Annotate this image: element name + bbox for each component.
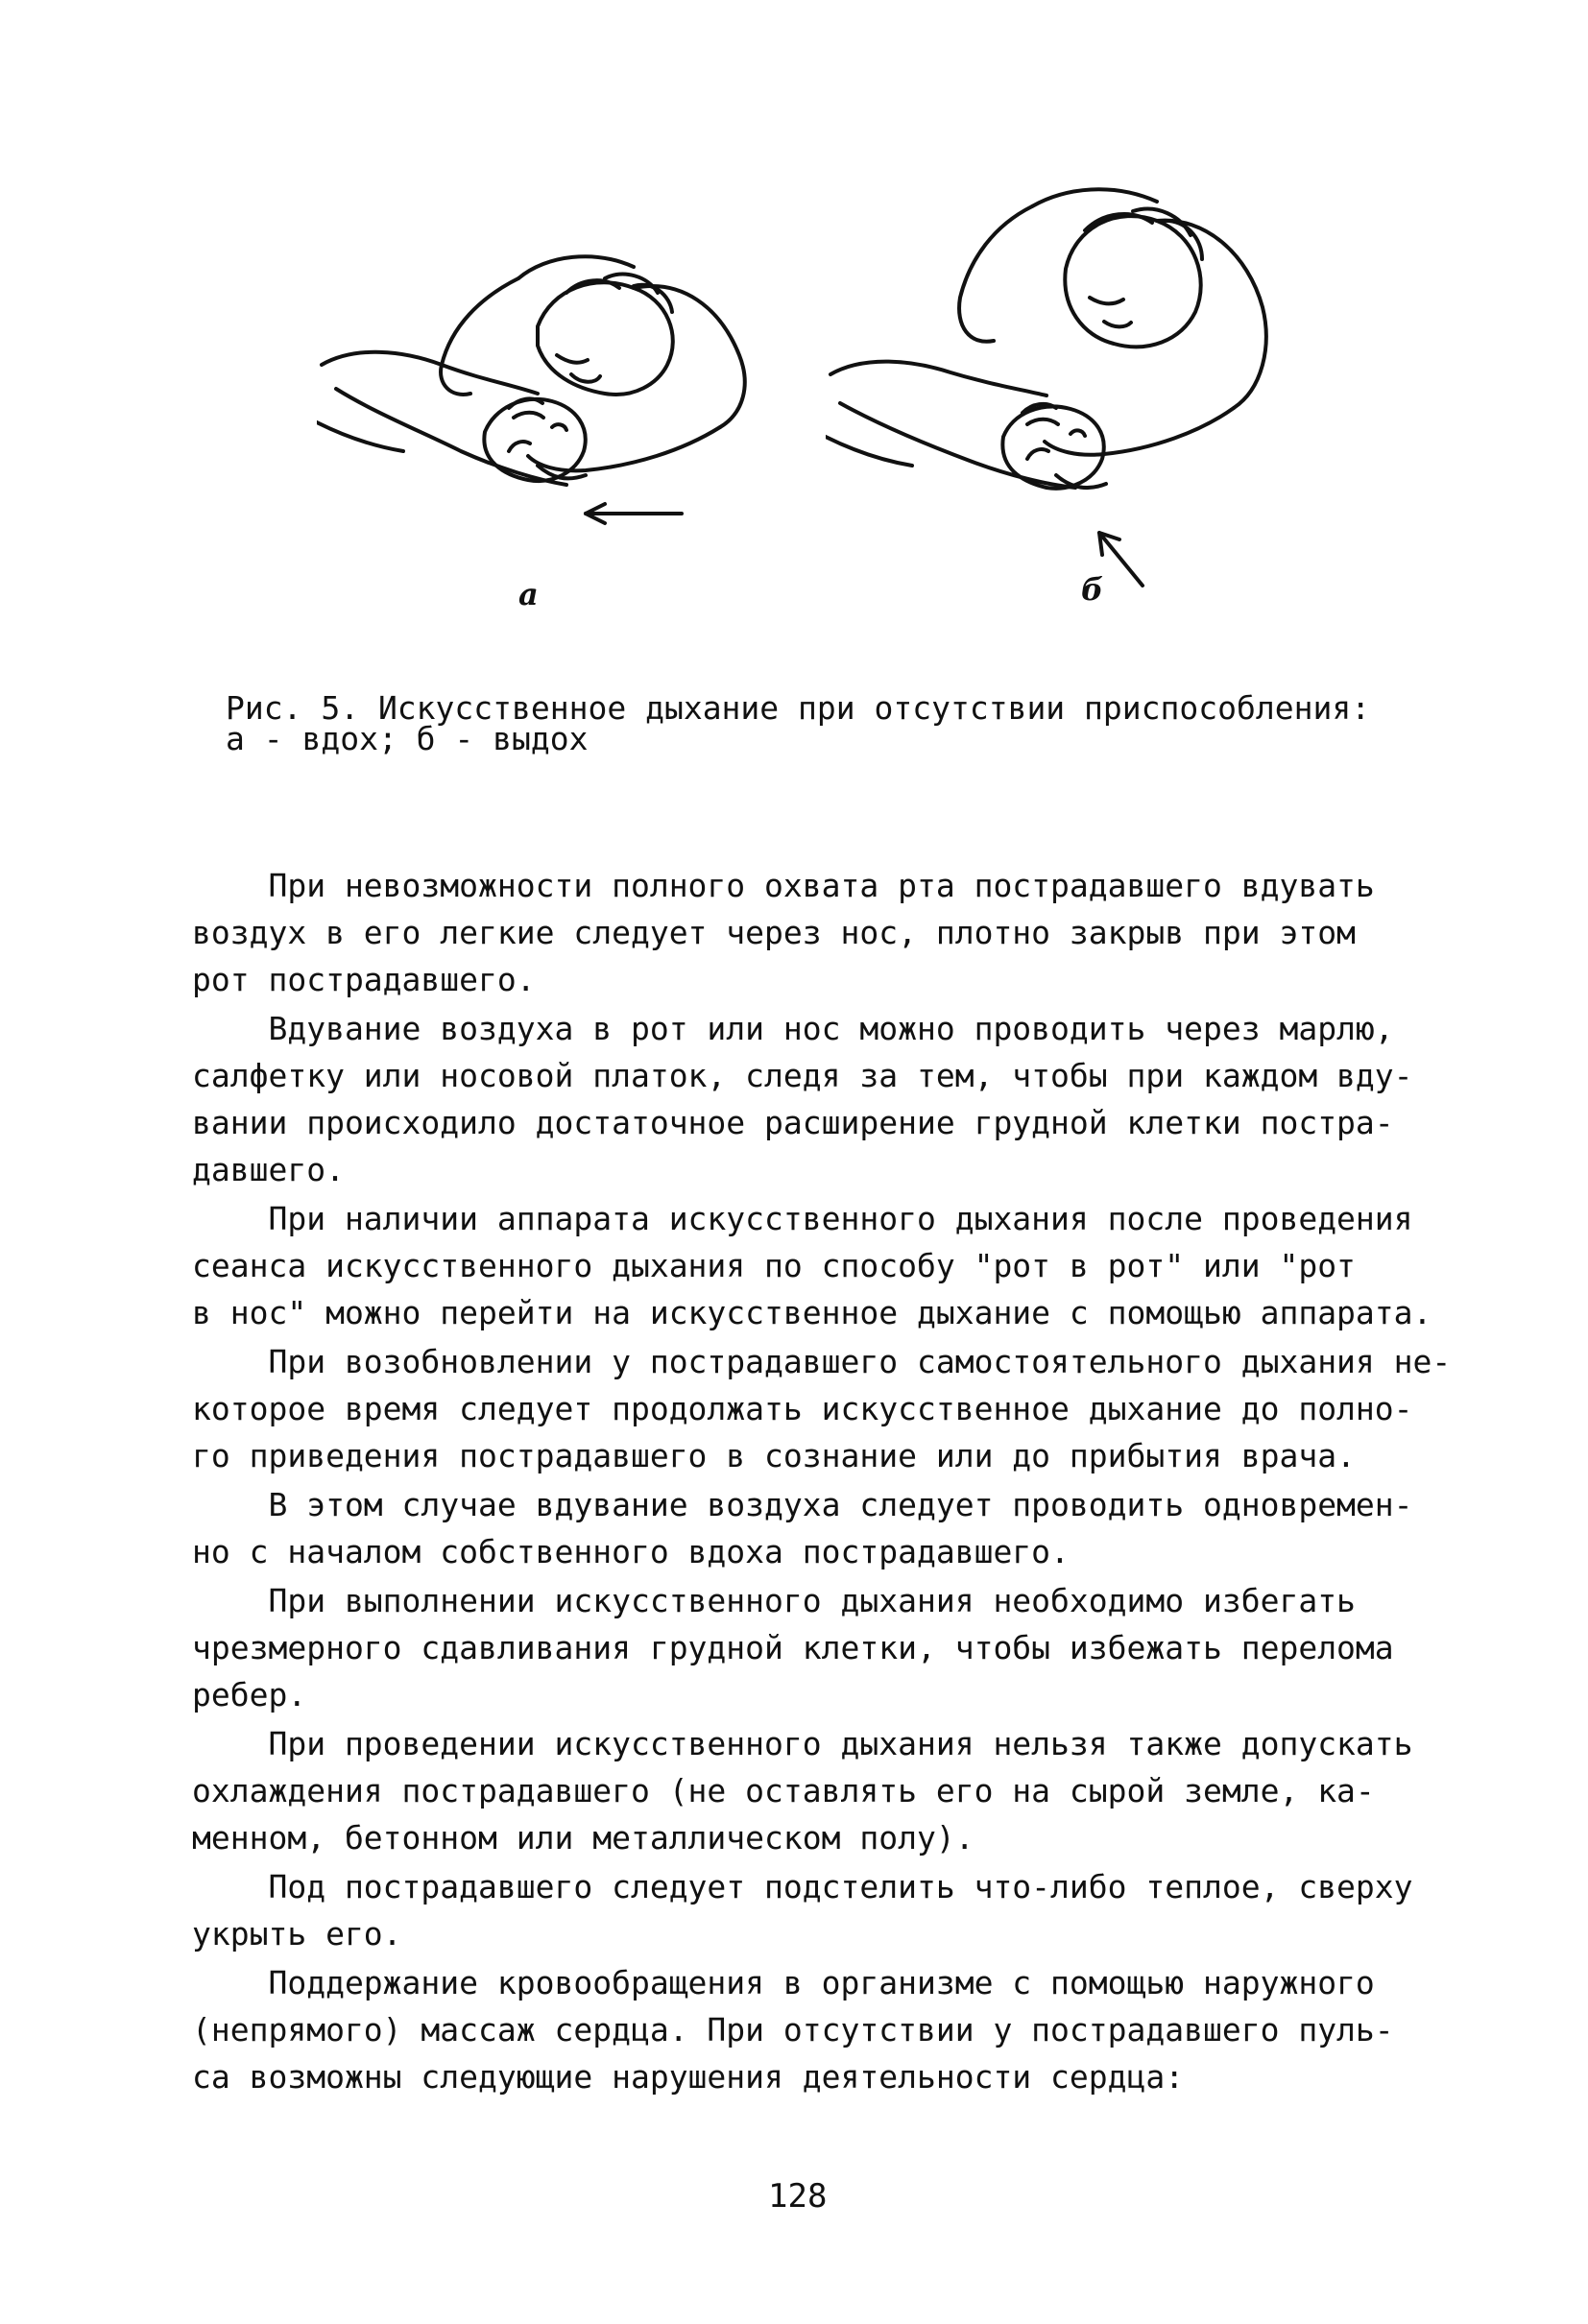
paragraph-line: менном, бетонном или металлическом полу).	[192, 1819, 974, 1857]
paragraph	[192, 1959, 1440, 2100]
paragraph-line: (непрямого) массаж сердца. При отсутствии у пострадавшего пуль-	[192, 2011, 1394, 2048]
body-text	[192, 862, 1452, 2102]
paragraph-line: са возможны следующие нарушения деятельности сердца:	[192, 2058, 1185, 2096]
paragraph-line: давшего.	[192, 1151, 345, 1188]
paragraph-line: но с началом собственного вдоха пострадавшего.	[192, 1533, 1070, 1570]
paragraph	[192, 1005, 1440, 1193]
paragraph-line: В этом случае вдувание воздуха следует проводить одновремен-	[192, 1486, 1413, 1523]
paragraph-line: Поддержание кровообращения в организме с помощью наружного	[192, 1964, 1375, 2001]
paragraph-line: Под пострадавшего следует подстелить что-либо теплое, сверху	[192, 1868, 1413, 1905]
page-number: 128	[768, 2177, 828, 2216]
paragraph-line: При возобновлении у пострадавшего самостоятельного дыхания не-	[192, 1343, 1452, 1380]
paragraph-line: в нос" можно перейти на искусственное дыхание с помощью аппарата.	[192, 1294, 1432, 1331]
paragraph-line: Вдувание воздуха в рот или нос можно проводить через марлю,	[192, 1010, 1394, 1047]
paragraph-line: которое время следует продолжать искусственное дыхание до полно-	[192, 1390, 1413, 1427]
paragraph-line: го приведения пострадавшего в сознание или до прибытия врача.	[192, 1437, 1356, 1474]
paragraph	[192, 1481, 1440, 1575]
figure-b-label: б	[1081, 571, 1104, 608]
paragraph-line: вании происходило достаточное расширение грудной клетки постра-	[192, 1104, 1394, 1141]
paragraph-line: При выполнении искусственного дыхания необходимо избегать	[192, 1582, 1356, 1619]
paragraph	[192, 1863, 1440, 1957]
paragraph	[192, 1720, 1440, 1861]
figure-a-label: а	[518, 576, 539, 612]
paragraph-line: воздух в его легкие следует через нос, плотно закрыв при этом	[192, 914, 1356, 951]
paragraph-line: При проведении искусственного дыхания нельзя также допускать	[192, 1725, 1413, 1762]
figure-a-illustration	[317, 221, 758, 566]
paragraph	[192, 862, 1440, 1003]
caption-line-2: а - вдох; б - выдох	[226, 720, 589, 757]
paragraph-line: рот пострадавшего.	[192, 961, 536, 998]
paragraph-line: При наличии аппарата искусственного дыхания после проведения	[192, 1200, 1413, 1237]
paragraph	[192, 1577, 1440, 1718]
paragraph-line: ребер.	[192, 1676, 307, 1713]
paragraph-line: чрезмерного сдавливания грудной клетки, чтобы избежать перелома	[192, 1629, 1394, 1666]
paragraph-line: салфетку или носовой платок, следя за тем, чтобы при каждом вду-	[192, 1057, 1413, 1094]
paragraph-line: При невозможности полного охвата рта пострадавшего вдувать	[192, 867, 1375, 904]
caption-line-1: Рис. 5. Искусственное дыхание при отсутствии приспособления:	[226, 689, 1371, 727]
paragraph-line: охлаждения пострадавшего (не оставлять его на сырой земле, ка-	[192, 1772, 1375, 1809]
figure-b-illustration	[826, 182, 1277, 614]
paragraph-line: укрыть его.	[192, 1915, 402, 1953]
paragraph	[192, 1195, 1440, 1336]
paragraph	[192, 1338, 1452, 1479]
figure-caption	[226, 689, 1407, 757]
paragraph-line: сеанса искусственного дыхания по способу "рот в рот" или "рот	[192, 1247, 1356, 1284]
